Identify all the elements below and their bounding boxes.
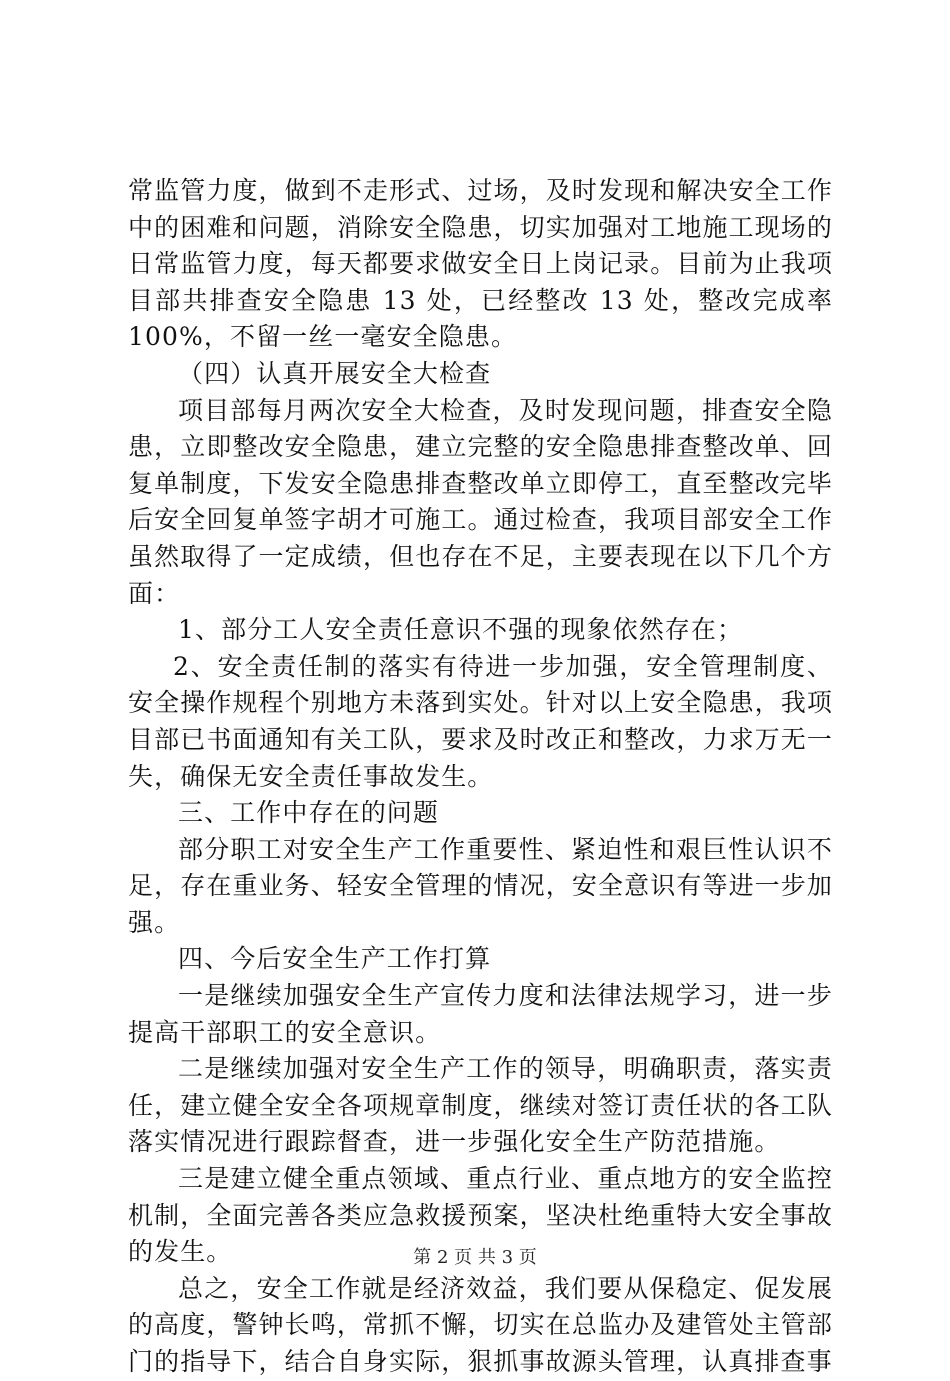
page-footer: [0, 1243, 950, 1269]
list-item-1: 1、部分工人安全责任意识不强的现象依然存在；: [178, 615, 744, 645]
paragraph-problems: 部分职工对安全生产工作重要性、紧迫性和艰巨性认识不足，存在重业务、轻安全管理的情况，安全意识有等进一步加强。: [128, 834, 833, 937]
paragraph-plan-3: 三是建立健全重点领域、重点行业、重点地方的安全监控机制，全面完善各类应急救援预案，坚决杜绝重特大安全事故的发生。: [128, 1164, 833, 1267]
list-item-2: 2、安全责任制的落实有待进一步加强，安全管理制度、安全操作规程个别地方未落到实处。针对以上安全隐患，我项目部已书面通知有关工队，要求及时改正和整改，力求万无一失，确保无安全责任事故发生。: [128, 651, 833, 791]
page-number-label: 第 2 页 共 3 页: [413, 1247, 537, 1268]
paragraph-plan-2: 二是继续加强对安全生产工作的领导，明确职责，落实责任，建立健全安全各项规章制度，继续对签订责任状的各工队落实情况进行跟踪督查，进一步强化安全生产防范措施。: [128, 1054, 833, 1157]
document-body: [128, 173, 833, 1381]
paragraph-continuation: 常监管力度，做到不走形式、过场，及时发现和解决安全工作中的困难和问题，消除安全隐患，切实加强对工地施工现场的日常监管力度，每天都要求做安全日上岗记录。目前为止我项目部共排查安全隐患 13 处，已经整改 13 处，整改完成率100%，不留一丝一毫安全隐患。: [128, 176, 833, 352]
section-heading-problems: 三、工作中存在的问题: [178, 798, 440, 828]
section-heading-plans: 四、今后安全生产工作打算: [178, 944, 492, 974]
paragraph-summary: 总之，安全工作就是经济效益，我们要从保稳定、促发展的高度，警钟长鸣，常抓不懈，切实在总监办及建管处主管部门的指导下，结合自身实际，狠抓事故源头管理，认真排查事: [128, 1273, 833, 1376]
paragraph-plan-1: 一是继续加强安全生产宣传力度和法律法规学习，进一步提高干部职工的安全意识。: [128, 981, 833, 1047]
paragraph-inspection: 项目部每月两次安全大检查，及时发现问题，排查安全隐患，立即整改安全隐患，建立完整的安全隐患排查整改单、回复单制度，下发安全隐患排查整改单立即停工，直至整改完毕后安全回复单签字胡才可施工。通过检查，我项目部安全工作虽然取得了一定成绩，但也存在不足，主要表现在以下几个方面：: [128, 395, 833, 608]
section-heading-inspection: （四）认真开展安全大检查: [178, 358, 492, 388]
